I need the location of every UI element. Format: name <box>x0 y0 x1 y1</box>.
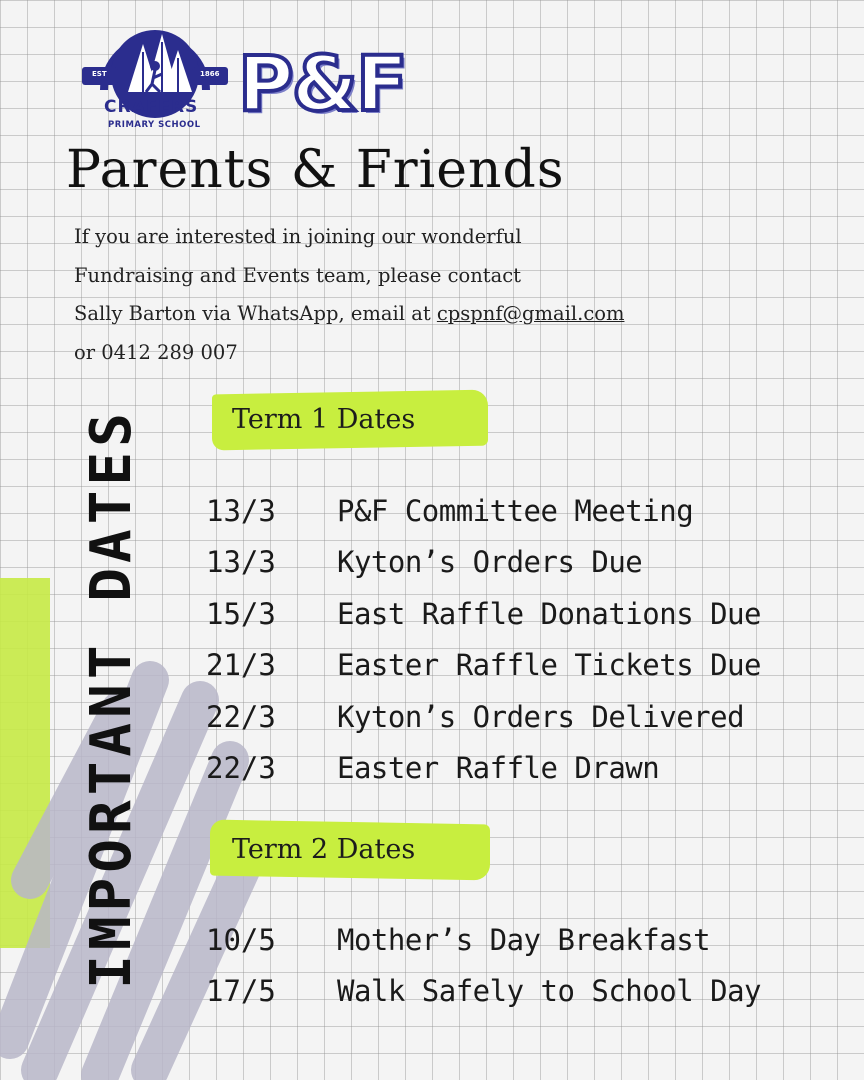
school-subtitle: PRIMARY SCHOOL <box>108 120 201 130</box>
event-date: 21/3 <box>206 648 276 683</box>
event-name: Easter Raffle Drawn <box>337 751 660 786</box>
event-name: Kyton’s Orders Delivered <box>337 699 745 734</box>
school-name: CRAFERS <box>104 97 199 117</box>
event-name: Kyton’s Orders Due <box>337 545 643 580</box>
event-date: 13/3 <box>206 493 276 528</box>
intro-line: or 0412 289 007 <box>74 340 238 364</box>
term-2-events <box>206 914 826 1017</box>
intro-line <box>74 295 814 334</box>
event-date: 22/3 <box>206 751 276 786</box>
page-title: Parents & Friends <box>66 140 565 200</box>
email-link[interactable]: cpspnf@gmail.com <box>436 302 625 325</box>
intro-line-text: Sally Barton via WhatsApp, email at <box>74 302 437 325</box>
term-1-heading: Term 1 Dates <box>232 404 416 435</box>
event-row <box>206 691 826 743</box>
event-row <box>206 588 826 640</box>
event-name: East Raffle Donations Due <box>337 596 761 631</box>
important-dates-text: IMPORTANT DATES <box>78 407 144 989</box>
event-row <box>206 485 826 537</box>
event-row <box>206 914 826 966</box>
est-label: EST <box>92 70 107 78</box>
event-row <box>206 640 826 692</box>
event-date: 13/3 <box>206 545 276 580</box>
event-name: Easter Raffle Tickets Due <box>337 648 761 683</box>
event-date: 17/5 <box>206 974 276 1009</box>
intro-line: If you are interested in joining our wonderful <box>74 225 522 248</box>
event-date: 10/5 <box>206 922 276 957</box>
term-1-events <box>206 485 826 794</box>
event-name: Mother’s Day Breakfast <box>337 922 711 957</box>
event-row <box>206 966 826 1018</box>
important-dates-heading <box>56 393 166 1003</box>
est-year: 1866 <box>200 70 220 78</box>
pf-logo-text: P&F <box>238 39 406 128</box>
event-date: 22/3 <box>206 699 276 734</box>
event-row <box>206 537 826 589</box>
event-date: 15/3 <box>206 596 276 631</box>
intro-line: Fundraising and Events team, please contact <box>74 263 522 287</box>
term-2-heading: Term 2 Dates <box>232 834 416 865</box>
event-name: P&F Committee Meeting <box>337 493 694 528</box>
event-row <box>206 743 826 795</box>
event-name: Walk Safely to School Day <box>337 974 761 1009</box>
intro-text <box>74 218 814 372</box>
